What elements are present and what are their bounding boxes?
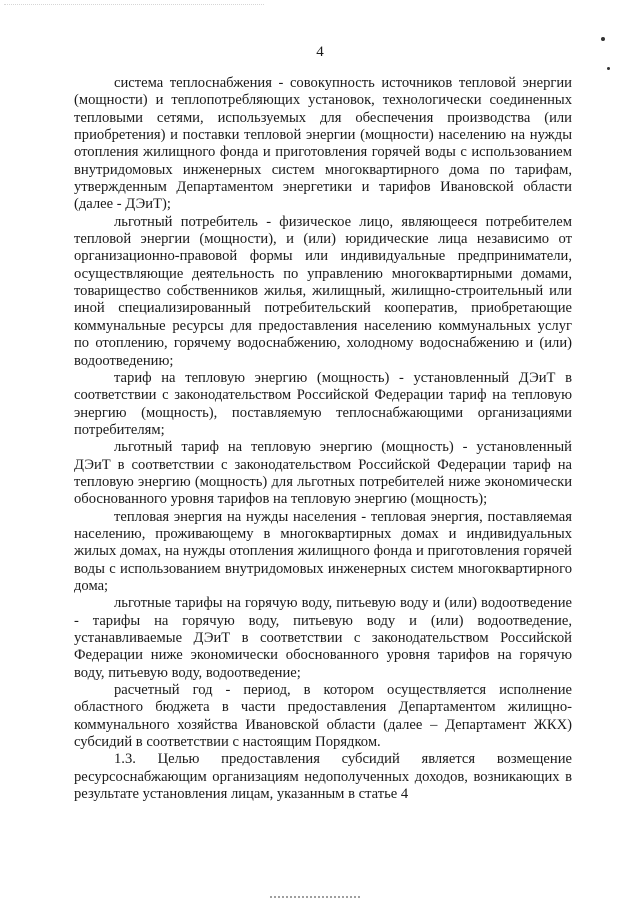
scan-speck <box>601 37 605 41</box>
scan-speck <box>607 67 610 70</box>
clause-1-3: 1.3. Целью предоставления субсидий является возмещение ресурсоснабжающим организациям недополученных доходов, возникающих в результате установления лицам, указанным в статье 4 <box>74 751 572 803</box>
definition-settlement-year: расчетный год - период, в котором осуществляется исполнение областного бюджета в части предоставления Департаментом жилищно-коммунального хозяйства Ивановской области (далее – Департамент ЖКХ) субсидий в соответствии с настоящим Порядком. <box>74 682 572 751</box>
definition-heat-supply-system: система теплоснабжения - совокупность источников тепловой энергии (мощности) и теплопотребляющих установок, технологически соединенных тепловыми сетями, используемых для обеспечения производства (или приобретения) и поставки тепловой энергии (мощности) населению на нужды отопления жилищного фонда и приготовления горячей воды с использованием внутридомовых инженерных систем многоквартирного дома по тарифам, утвержденным Департаментом энергетики и тарифов Ивановской области (далее - ДЭиТ); <box>74 75 572 213</box>
document-body <box>74 75 572 803</box>
scan-artifact-top <box>4 4 264 8</box>
definition-heat-for-population: тепловая энергия на нужды населения - тепловая энергия, поставляемая населению, проживающему в многоквартирных домах и индивидуальных жилых домах, на нужды отопления жилищного фонда и приготовления горячей воды с использованием внутридомовых инженерных систем многоквартирного дома; <box>74 508 572 594</box>
scan-artifact-bottom <box>270 896 360 900</box>
definition-preferential-consumer: льготный потребитель - физическое лицо, являющееся потребителем тепловой энергии (мощности), и (или) юридические лица независимо от организационно-правовой формы или индивидуальные предприниматели, осуществляющие деятельность по управлению многоквартирными домами, товарищество собственников жилья, жилищный, жилищно-строительный или иной специализированный потребительский кооператив, приобретающие коммунальные ресурсы для предоставления населению коммунальных услуг по отоплению, горячему водоснабжению, холодному водоснабжению и (или) водоотведению; <box>74 213 572 369</box>
definition-preferential-water-tariffs: льготные тарифы на горячую воду, питьевую воду и (или) водоотведение - тарифы на горячую воду, питьевую воду и (или) водоотведение, устанавливаемые ДЭиТ в соответствии с законодательством Российской Федерации ниже экономически обоснованного уровня тарифов на горячую воду, питьевую воду, водоотведение; <box>74 595 572 681</box>
definition-heat-tariff: тариф на тепловую энергию (мощность) - установленный ДЭиТ в соответствии с законодательством Российской Федерации тариф на тепловую энергию (мощность), поставляемую теплоснабжающими организациями потребителям; <box>74 369 572 438</box>
definition-preferential-heat-tariff: льготный тариф на тепловую энергию (мощность) - установленный ДЭиТ в соответствии с законодательством Российской Федерации тариф на тепловую энергию (мощность) для льготных потребителей ниже экономически обоснованного уровня тарифов на тепловую энергию (мощность); <box>74 439 572 508</box>
page-number: 4 <box>316 44 324 60</box>
